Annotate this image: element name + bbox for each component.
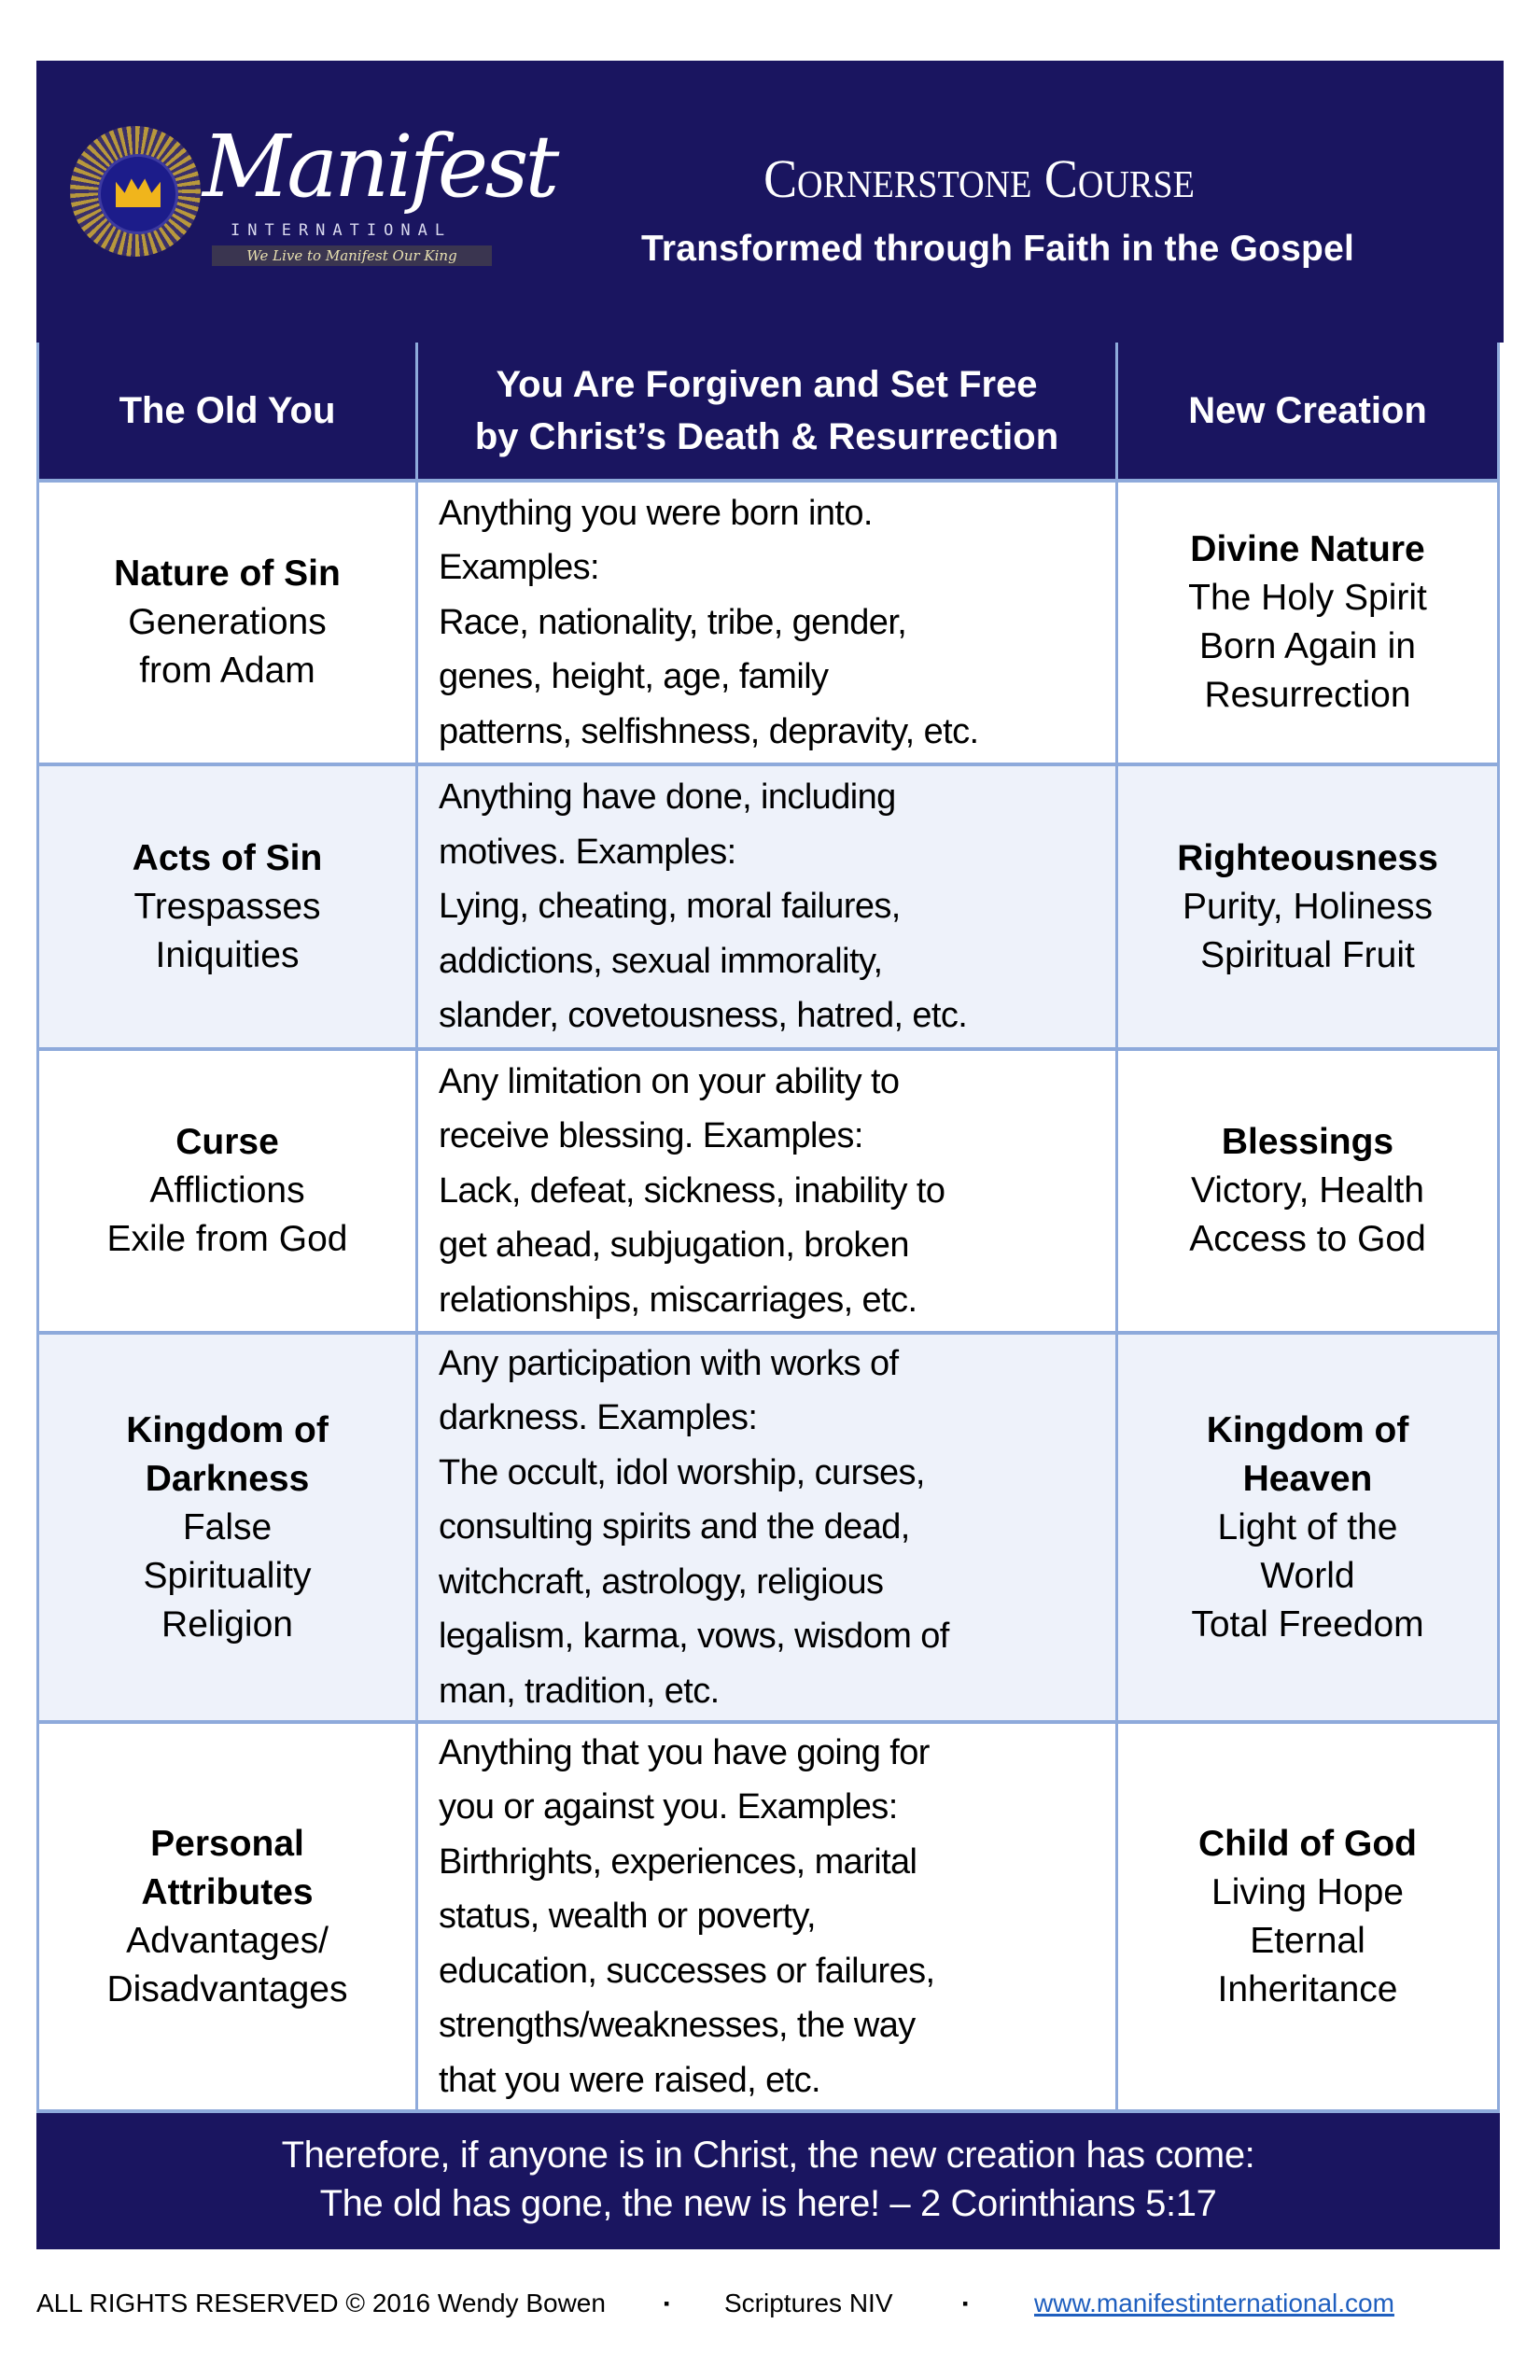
cell-text: legalism, karma, vows, wisdom of — [439, 1617, 949, 1657]
forgiven-cell — [418, 1724, 1118, 2113]
website-link[interactable]: www.manifestinternational.com — [1034, 2289, 1394, 2317]
cell-heading: Child of God — [1198, 1823, 1417, 1864]
column-header-old-you — [36, 343, 418, 483]
cell-text: status, wealth or poverty, — [439, 1897, 816, 1937]
cell-text: Access to God — [1189, 1219, 1426, 1259]
cell-text: Advantages/ — [126, 1920, 329, 1961]
scripture-verse-band — [36, 2113, 1500, 2249]
column-header-label: You Are Forgiven and Set Free — [496, 364, 1038, 405]
cell-text: Lying, cheating, moral failures, — [439, 887, 901, 927]
page-header — [36, 61, 1504, 343]
cell-heading: Kingdom of — [126, 1409, 329, 1450]
cell-text: Spirituality — [143, 1555, 312, 1596]
cell-text: you or against you. Examples: — [439, 1787, 898, 1827]
cell-text: Living Hope — [1211, 1871, 1404, 1912]
cell-heading: Nature of Sin — [114, 553, 341, 594]
cell-text: Disadvantages — [106, 1968, 348, 2009]
cell-text: get ahead, subjugation, broken — [439, 1225, 909, 1266]
cell-text: Purity, Holiness — [1182, 886, 1434, 927]
cell-heading: Blessings — [1221, 1122, 1394, 1162]
cell-text: addictions, sexual immorality, — [439, 941, 883, 981]
separator-bullet-icon: ▪ — [962, 2294, 969, 2313]
cell-text: patterns, selfishness, depravity, etc. — [439, 711, 979, 751]
cell-text: Exile from God — [106, 1219, 348, 1259]
cell-heading: Darkness — [145, 1458, 310, 1499]
logo-tagline: We Live to Manifest Our King — [212, 245, 492, 266]
forgiven-cell — [418, 1051, 1118, 1335]
old-you-cell — [36, 766, 418, 1051]
cell-text: The Holy Spirit — [1188, 578, 1427, 618]
new-creation-cell — [1118, 1335, 1500, 1724]
cell-heading: Personal — [150, 1823, 304, 1864]
verse-line: The old has gone, the new is here! – 2 Corinthians 5:17 — [319, 2183, 1217, 2224]
new-creation-cell — [1118, 766, 1500, 1051]
cell-heading: Heaven — [1242, 1458, 1373, 1499]
cell-text: Spiritual Fruit — [1200, 934, 1415, 975]
cell-text: relationships, miscarriages, etc. — [439, 1280, 917, 1320]
cell-text: Inheritance — [1217, 1968, 1398, 2009]
cell-text: Any participation with works of — [439, 1343, 899, 1383]
cell-text: Lack, defeat, sickness, inability to — [439, 1170, 945, 1211]
logo-subline: INTERNATIONAL — [231, 221, 453, 240]
cell-text: slander, covetousness, hatred, etc. — [439, 996, 968, 1036]
crown-icon — [116, 175, 161, 207]
cell-text: from Adam — [139, 651, 315, 691]
old-you-cell — [36, 1335, 418, 1724]
column-header-label: The Old You — [119, 390, 336, 431]
new-creation-cell — [1118, 483, 1500, 766]
forgiven-cell — [418, 483, 1118, 766]
cell-text: World — [1260, 1555, 1355, 1596]
verse-line: Therefore, if anyone is in Christ, the new creation has come: — [281, 2135, 1255, 2176]
table-row — [36, 1051, 1500, 1335]
old-you-cell — [36, 1051, 418, 1335]
cell-text: Victory, Health — [1191, 1170, 1424, 1211]
cell-text: that you were raised, etc. — [439, 2060, 820, 2100]
table-row — [36, 1724, 1500, 2113]
cell-heading: Divine Nature — [1190, 529, 1425, 569]
table-row — [36, 766, 1500, 1051]
cell-text: Religion — [161, 1603, 293, 1645]
cell-text: Light of the — [1217, 1506, 1398, 1547]
cell-text: Examples: — [439, 548, 600, 588]
page-title: Cornerstone Course — [763, 148, 1195, 209]
cell-text: Anything you were born into. — [439, 493, 873, 533]
cell-text: Born Again in — [1198, 626, 1416, 666]
forgiven-cell — [418, 766, 1118, 1051]
cell-text: genes, height, age, family — [439, 657, 829, 697]
copyright-text: ALL RIGHTS RESERVED © 2016 Wendy Bowen — [36, 2289, 606, 2317]
page-subtitle: Transformed through Faith in the Gospel — [641, 229, 1354, 269]
cell-text: darkness. Examples: — [439, 1398, 758, 1438]
cell-text: strengths/weaknesses, the way — [439, 2006, 916, 2046]
cell-text: False — [182, 1506, 273, 1547]
cell-heading: Curse — [175, 1122, 279, 1162]
cell-text: Race, nationality, tribe, gender, — [439, 602, 907, 642]
column-header-new-creation — [1118, 343, 1500, 483]
cell-text: motives. Examples: — [439, 832, 736, 872]
cell-text: education, successes or failures, — [439, 1951, 935, 1991]
new-creation-cell — [1118, 1724, 1500, 2113]
manifest-logo — [63, 117, 556, 280]
cell-text: consulting spirits and the dead, — [439, 1507, 910, 1547]
scriptures-version: Scriptures NIV — [724, 2289, 893, 2317]
table-header-row — [36, 343, 1500, 483]
cell-text: witchcraft, astrology, religious — [439, 1561, 884, 1602]
separator-bullet-icon: ▪ — [664, 2294, 670, 2313]
cell-text: man, tradition, etc. — [439, 1671, 720, 1711]
cell-text: Anything that you have going for — [439, 1732, 930, 1772]
table-row — [36, 483, 1500, 766]
cell-text: Trespasses — [133, 886, 321, 927]
cell-text: The occult, idol worship, curses, — [439, 1452, 925, 1492]
column-header-label: New Creation — [1188, 390, 1427, 431]
table-row — [36, 1335, 1500, 1724]
cell-text: Resurrection — [1204, 675, 1411, 715]
cell-heading: Righteousness — [1177, 837, 1438, 878]
cell-text: Generations — [128, 602, 327, 642]
old-you-cell — [36, 1724, 418, 2113]
old-you-cell — [36, 483, 418, 766]
cell-text: Iniquities — [155, 934, 300, 975]
cell-text: receive blessing. Examples: — [439, 1116, 863, 1156]
cell-text: Birthrights, experiences, marital — [439, 1841, 917, 1882]
cell-text: Any limitation on your ability to — [439, 1061, 900, 1101]
cell-heading: Kingdom of — [1206, 1409, 1409, 1450]
new-creation-cell — [1118, 1051, 1500, 1335]
cell-text: Anything have done, including — [439, 777, 896, 818]
cell-heading: Acts of Sin — [132, 837, 323, 878]
column-header-label: by Christ’s Death & Resurrection — [474, 416, 1059, 457]
footer-credits — [36, 2285, 1492, 2322]
cell-text: Afflictions — [149, 1170, 305, 1211]
cell-text: Total Freedom — [1191, 1603, 1424, 1645]
forgiven-cell — [418, 1335, 1118, 1724]
crown-seal-icon — [70, 126, 201, 257]
logo-wordmark: Manifest — [203, 117, 556, 217]
cell-text: Eternal — [1250, 1920, 1365, 1961]
cell-heading: Attributes — [141, 1871, 314, 1912]
column-header-forgiven — [418, 343, 1118, 483]
